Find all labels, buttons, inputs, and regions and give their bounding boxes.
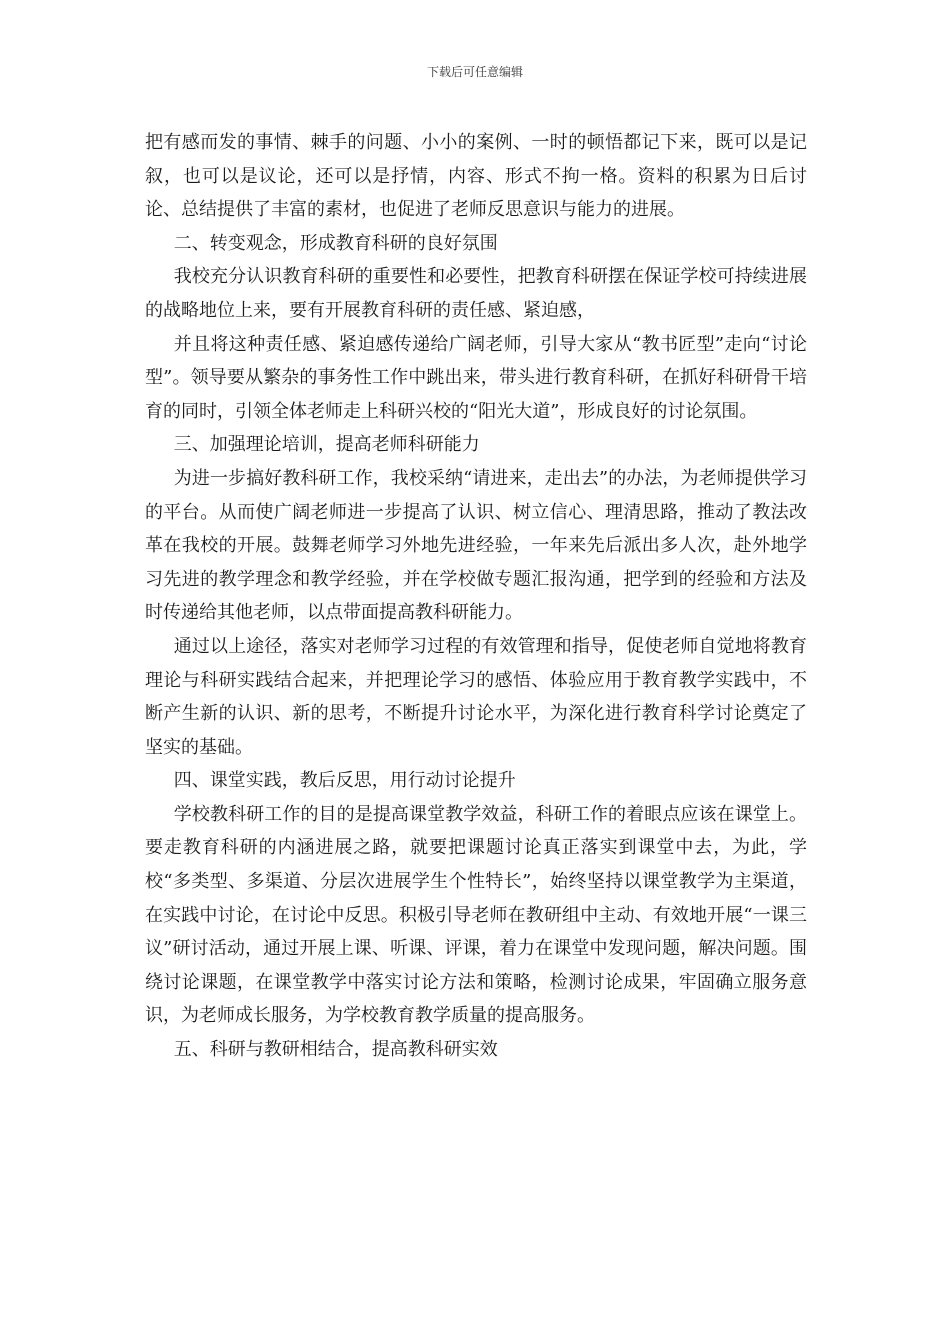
paragraph-3: 并且将这种责任感、紧迫感传递给广阔老师，引导大家从“教书匠型”走向“讨论型”。领导要从繁杂的事务性工作中跳出来，带头进行教育科研，在抓好科研骨干培育的同时，引领全体老师走上科研兴校的“阳光大道”，形成良好的讨论氛围。 — [145, 333, 807, 422]
page-header — [0, 64, 950, 80]
paragraph-2: 我校充分认识教育科研的重要性和必要性，把教育科研摆在保证学校可持续进展的战略地位上来，要有开展教育科研的责任感、紧迫感， — [145, 266, 807, 321]
section-heading-3: 三、加强理论培训，提高老师科研能力 — [173, 434, 480, 456]
paragraph-1: 把有感而发的事情、棘手的问题、小小的案例、一时的顿悟都记下来，既可以是记叙，也可以是议论，还可以是抒情，内容、形式不拘一格。资料的积累为日后讨论、总结提供了丰富的素材，也促进了老师反思意识与能力的进展。 — [145, 132, 807, 221]
paragraph-6: 学校教科研工作的目的是提高课堂教学效益，科研工作的着眼点应该在课堂上。要走教育科研的内涵进展之路，就要把课题讨论真正落实到课堂中去，为此，学校“多类型、多渠道、分层次进展学生个性特长”，始终坚持以课堂教学为主渠道，在实践中讨论，在讨论中反思。积极引导老师在教研组中主动、有效地开展“一课三议”研讨活动，通过开展上课、听课、评课，着力在课堂中发现问题，解决问题。围绕讨论课题，在课堂教学中落实讨论方法和策略，检测讨论成果，牢固确立服务意识，为老师成长服务，为学校教育教学质量的提高服务。 — [145, 803, 807, 1027]
section-heading-2: 二、转变观念，形成教育科研的良好氛围 — [173, 232, 498, 254]
paragraph-4: 为进一步搞好教科研工作，我校采纳“请进来，走出去”的办法，为老师提供学习的平台。从而使广阔老师进一步提高了认识、树立信心、理清思路，推动了教法改革在我校的开展。鼓舞老师学习外地先进经验，一年来先后派出多人次，赴外地学习先进的教学理念和教学经验，并在学校做专题汇报沟通，把学到的经验和方法及时传递给其他老师，以点带面提高教科研能力。 — [145, 467, 807, 624]
document-body — [145, 126, 807, 1067]
paragraph-5: 通过以上途径，落实对老师学习过程的有效管理和指导，促使老师自觉地将教育理论与科研实践结合起来，并把理论学习的感悟、体验应用于教育教学实践中，不断产生新的认识、新的思考，不断提升讨论水平，为深化进行教育科学讨论奠定了坚实的基础。 — [145, 635, 807, 758]
header-text: 下载后可任意编辑 — [426, 65, 523, 79]
section-heading-4: 四、课堂实践，教后反思，用行动讨论提升 — [173, 770, 516, 792]
section-heading-5: 五、科研与教研相结合，提高教科研实效 — [173, 1039, 498, 1061]
